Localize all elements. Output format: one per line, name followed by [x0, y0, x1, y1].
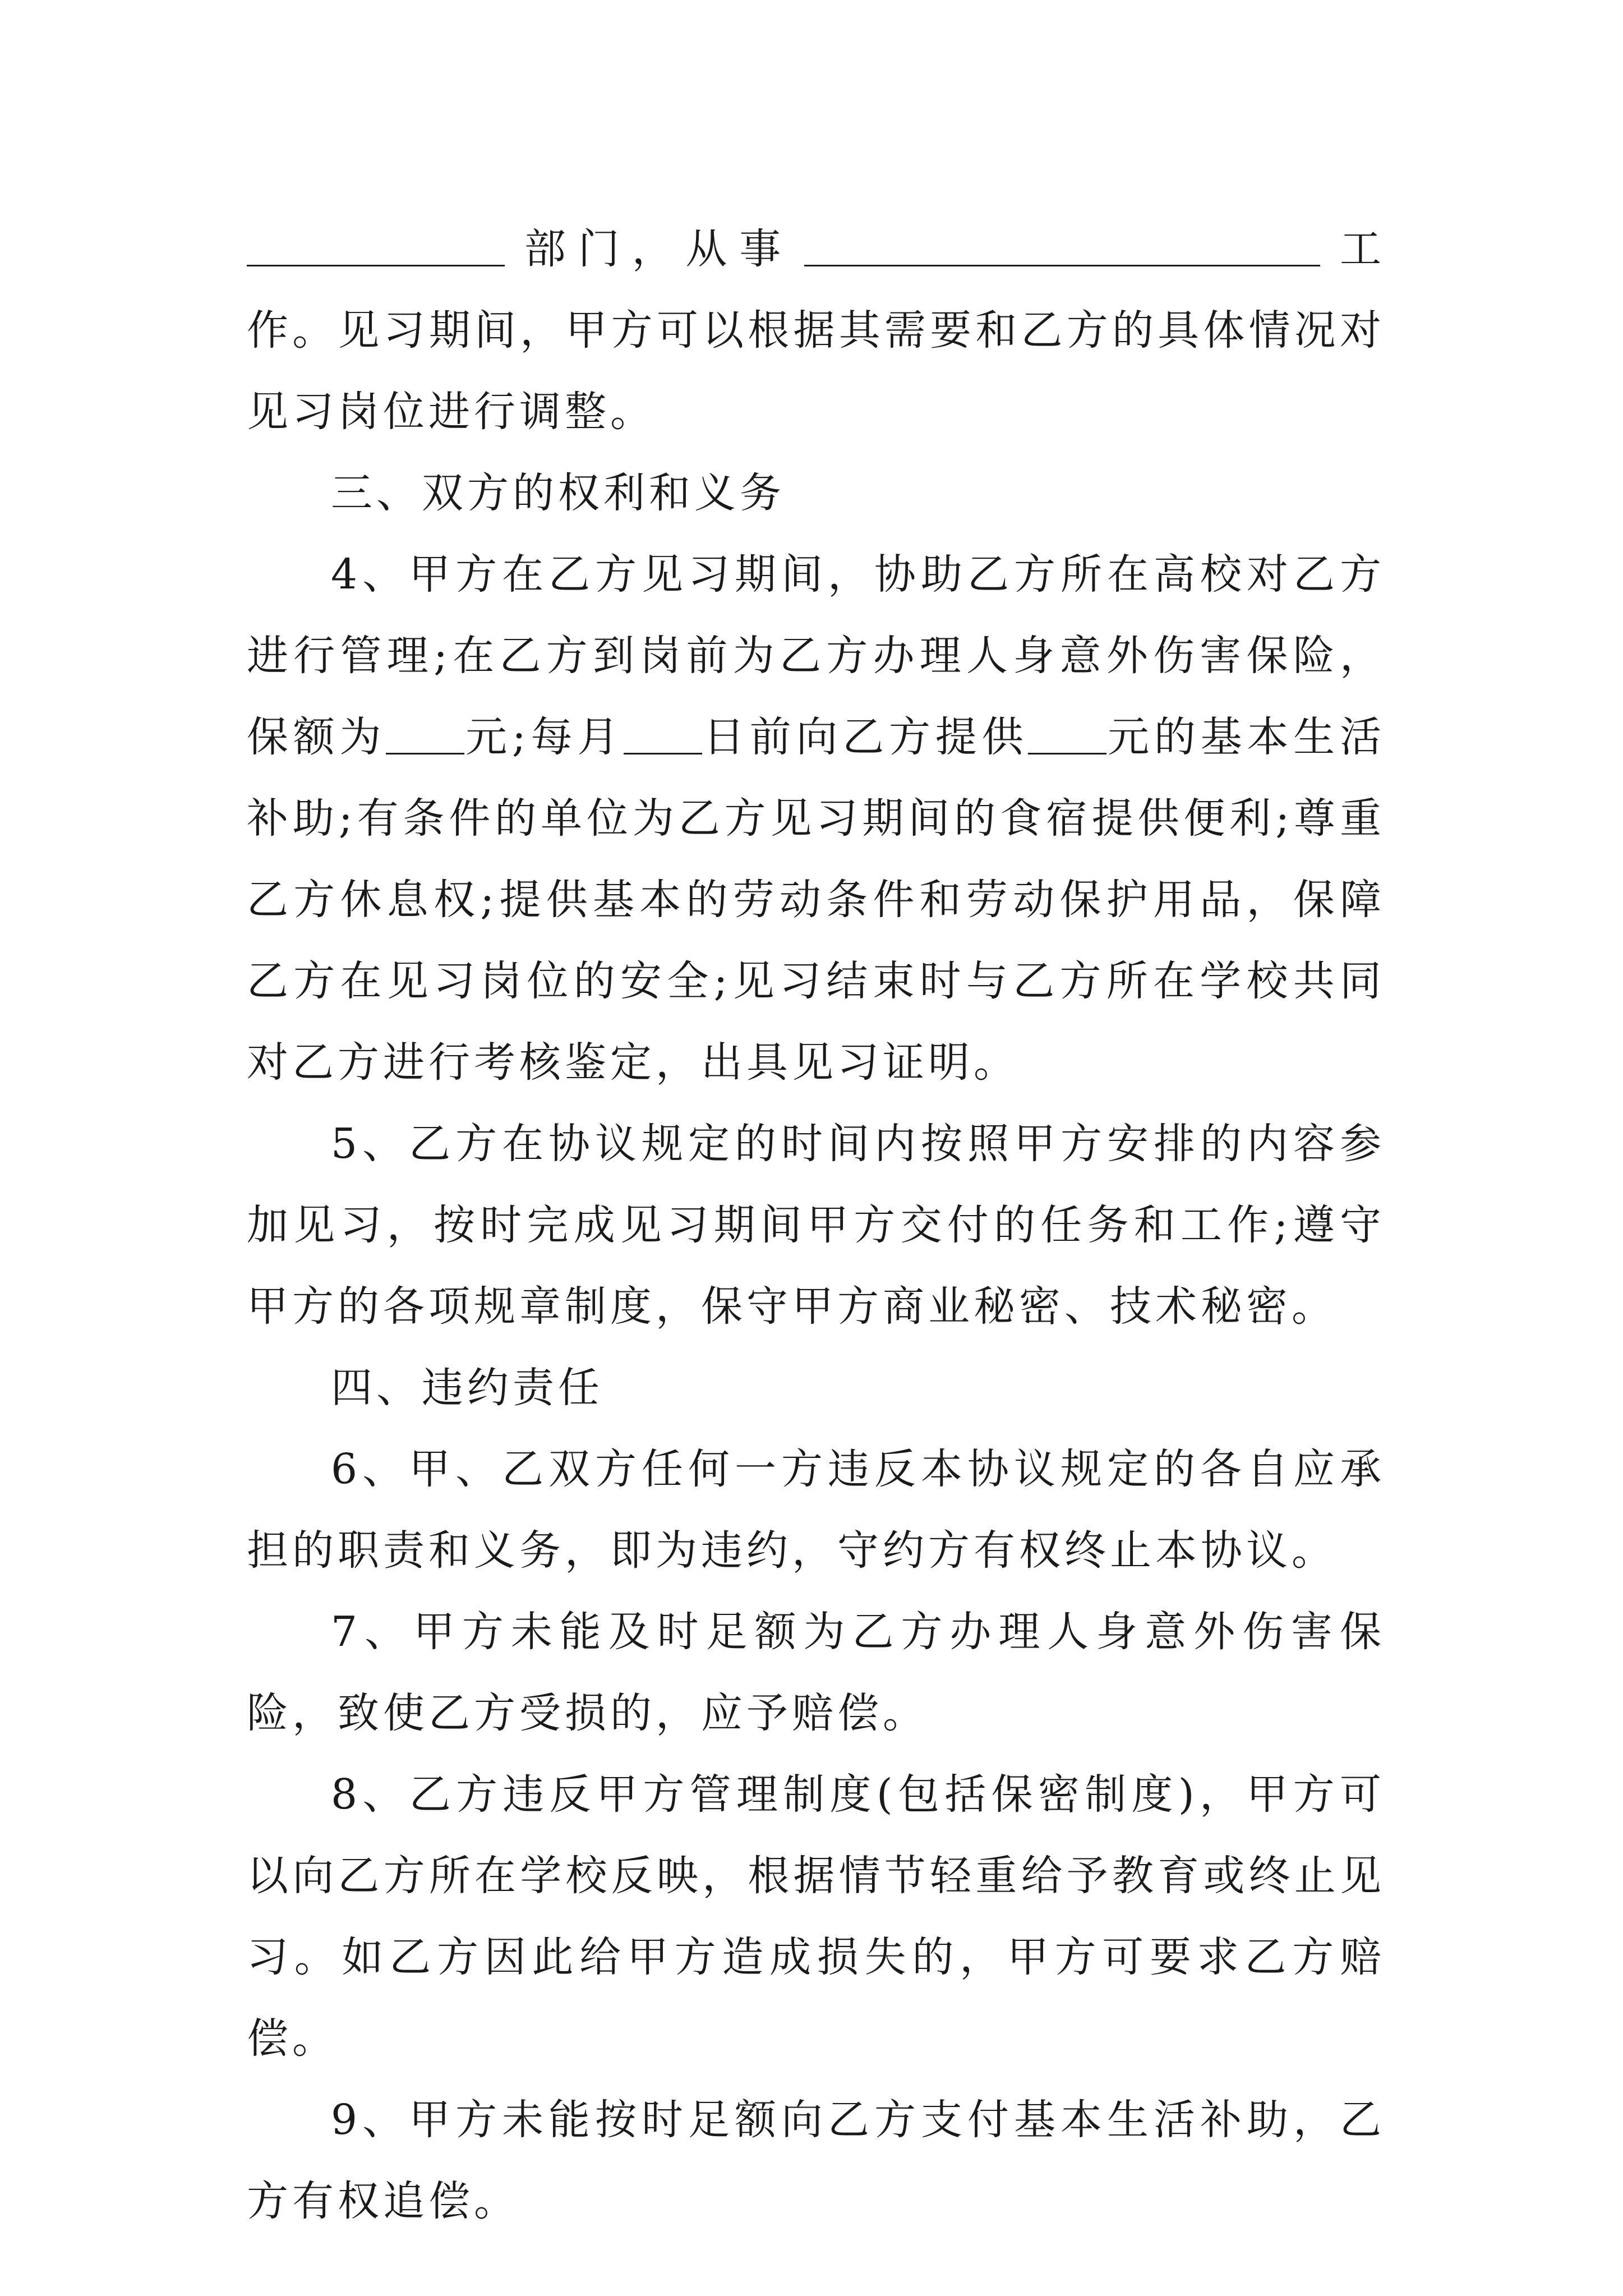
blank-work[interactable] — [804, 226, 1320, 266]
clause-4 — [247, 534, 1385, 1103]
blank-department[interactable] — [247, 226, 505, 266]
blank-insurance-amount[interactable] — [386, 714, 464, 754]
paragraph-department-text-1: 部门，从事 — [516, 225, 794, 273]
paragraph-department — [247, 209, 1385, 453]
clause-9: 9、甲方未能按时足额向乙方支付基本生活补助，乙方有权追偿。 — [247, 2096, 1385, 2225]
section-heading-rights: 三、双方的权利和义务 — [331, 469, 785, 517]
clause-4-text-4: 元的基本生活补助;有条件的单位为乙方见习期间的食宿提供便利;尊重乙方休息权;提供基本的劳动条件和劳动保护用品，保障乙方在见习岗位的安全;见习结束时与乙方所在学校共同对乙方进行考核鉴定，出具见习证明。 — [247, 713, 1386, 1087]
clause-8: 8、乙方违反甲方管理制度(包括保密制度)，甲方可以向乙方所在学校反映，根据情节轻重给予教育或终止见习。如乙方因此给甲方造成损失的，甲方可要求乙方赔偿。 — [247, 1770, 1385, 2063]
blank-pay-day[interactable] — [624, 714, 702, 754]
section-heading-breach: 四、违约责任 — [331, 1364, 603, 1412]
clause-5: 5、乙方在协议规定的时间内按照甲方安排的内容参加见习，按时完成见习期间甲方交付的任务和工作;遵守甲方的各项规章制度，保守甲方商业秘密、技术秘密。 — [247, 1120, 1385, 1331]
paragraph-department-text-2: 工作。见习期间，甲方可以根据其需要和乙方的具体情况对见习岗位进行调整。 — [247, 225, 1386, 436]
clause-4-text-1: 4、甲方在乙方见习期间，协助乙方所在高校对乙方进行管理;在乙方到岗前为乙方办理人身意外伤害保险，保额为 — [247, 550, 1385, 761]
clause-4-text-2: 元;每月 — [464, 713, 624, 761]
document-body — [247, 209, 1385, 2242]
clause-4-text-3: 日前向乙方提供 — [702, 713, 1029, 761]
clause-6: 6、甲、乙双方任何一方违反本协议规定的各自应承担的职责和义务，即为违约，守约方有权终止本协议。 — [247, 1445, 1385, 1575]
blank-subsidy-amount[interactable] — [1028, 714, 1106, 754]
clause-7: 7、甲方未能及时足额为乙方办理人身意外伤害保险，致使乙方受损的，应予赔偿。 — [247, 1608, 1385, 1737]
